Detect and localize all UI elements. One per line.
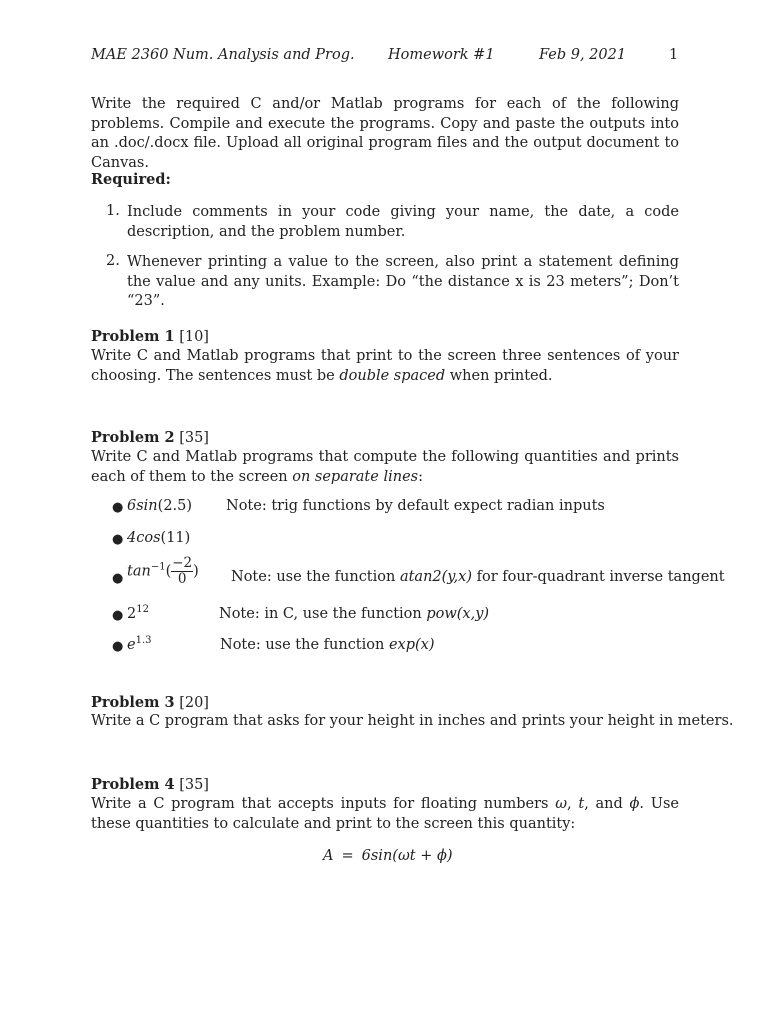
bullet-5-exponent: 1.3	[135, 635, 152, 646]
bullet-5-note-func: exp(x)	[388, 637, 435, 653]
header-page-number: 1	[669, 47, 679, 63]
problem-3-text: Write a C program that asks for your height in inches and prints your height in meters.	[91, 713, 734, 729]
bullet-3-sup: −1	[150, 561, 166, 573]
problem-4-equation	[323, 848, 453, 864]
problem-3-heading	[91, 694, 209, 711]
equation-func: 6sin	[361, 848, 393, 864]
bullet-3-lparen: (	[165, 563, 172, 580]
bullet-3-func: tan	[127, 563, 151, 580]
problem-1-text-b: when printed.	[445, 367, 553, 384]
problem-3-points: [20]	[179, 695, 209, 711]
problem-1-text-emphasis: double spaced	[339, 367, 446, 384]
bullet-1-arg: (2.5)	[157, 498, 193, 514]
bullet-1-note: Note: trig functions by default expect radian inputs	[226, 498, 605, 514]
bullet-3-numerator: −2	[172, 555, 193, 571]
equation-equals: =	[341, 848, 354, 864]
problem-2-text-b: :	[418, 468, 423, 485]
problem-2-heading	[91, 429, 209, 446]
bullet-4-note	[219, 606, 489, 622]
problem-2-points: [35]	[179, 430, 209, 446]
bullet-1-expression	[127, 498, 192, 514]
bullet-5-base: e	[127, 637, 136, 653]
equation-arg: (ωt + ϕ)	[392, 848, 453, 864]
bullet-3-note-func: atan2(y,x)	[399, 569, 472, 585]
problem-1-text	[91, 347, 679, 386]
problem-3-title: Problem 3	[91, 694, 175, 711]
bullet-5-expression	[127, 637, 152, 653]
problem-2-title: Problem 2	[91, 429, 175, 446]
problem-4-title: Problem 4	[91, 776, 175, 793]
problem-4-text-a: Write a C program that accepts inputs for floating numbers	[91, 796, 556, 812]
header-date: Feb 9, 2021	[539, 47, 627, 63]
bullet-3-note-b: for four-quadrant inverse tangent	[472, 569, 725, 585]
problem-1-heading	[91, 328, 209, 345]
problem-1-text-a: Write C and Matlab programs that print to the screen three sentences of your choosing. The sentences must be	[91, 348, 679, 384]
bullet-5-note-a: Note: use the function	[220, 637, 389, 653]
required-item-1-text: Include comments in your code giving your name, the date, a code description, and the problem number.	[127, 204, 679, 240]
bullet-4-expression	[127, 606, 149, 622]
problem-4-sep-2: , and	[584, 796, 630, 812]
required-item-2-text: Whenever printing a value to the screen, also print a statement defining the value and any units. Example: Do “the distance x is 23 meters”; Don’t “23”.	[127, 254, 679, 309]
bullet-4-exponent: 12	[136, 604, 149, 615]
problem-4-var-omega: ω	[555, 796, 568, 812]
bullet-3-rparen: )	[193, 563, 199, 580]
bullet-3-note	[231, 569, 725, 585]
intro-paragraph: Write the required C and/or Matlab programs for each of the following problems. Compile and execute the programs. Copy and paste the outputs into an .doc/.docx file. Upload all original program files and the output document to Canvas.	[91, 96, 679, 171]
bullet-dot: ●	[112, 500, 124, 515]
problem-2-text-emphasis: on separate lines	[292, 468, 419, 485]
problem-2-text	[91, 448, 679, 487]
equation-lhs: A	[323, 848, 334, 864]
problem-2-text-a: Write C and Matlab programs that compute the following quantities and prints each of them to the screen	[91, 449, 679, 485]
bullet-2-func: 4cos	[127, 530, 161, 546]
bullet-5-note	[220, 637, 435, 653]
bullet-dot: ●	[112, 639, 124, 654]
bullet-dot: ●	[112, 571, 124, 586]
required-item-2-number: 2.	[106, 253, 120, 269]
bullet-2-arg: (11)	[160, 530, 191, 546]
problem-4-points: [35]	[179, 777, 209, 793]
bullet-4-note-func: pow(x,y)	[426, 606, 490, 622]
problem-4-text	[91, 795, 679, 834]
header-homework: Homework #1	[388, 47, 495, 63]
problem-4-sep-1: ,	[567, 796, 579, 812]
header-course: MAE 2360 Num. Analysis and Prog.	[91, 47, 355, 63]
problem-1-title: Problem 1	[91, 328, 175, 345]
bullet-1-func: 6sin	[127, 498, 158, 514]
bullet-2-expression	[127, 530, 190, 546]
bullet-4-note-a: Note: in C, use the function	[219, 606, 427, 622]
bullet-dot: ●	[112, 532, 124, 547]
problem-1-points: [10]	[179, 329, 209, 345]
bullet-3-fraction	[171, 556, 193, 587]
bullet-3-expression	[127, 556, 199, 587]
bullet-dot: ●	[112, 608, 124, 623]
required-item-1-number: 1.	[106, 203, 120, 219]
required-heading: Required:	[91, 171, 171, 188]
problem-4-var-phi: ϕ	[629, 796, 640, 812]
problem-4-var-t: t	[578, 796, 585, 812]
bullet-3-denominator: 0	[177, 571, 187, 587]
bullet-4-base: 2	[127, 606, 137, 622]
problem-4-text-b: . Use these quantities to calculate and print to the screen this quantity:	[91, 796, 680, 832]
bullet-3-note-a: Note: use the function	[231, 569, 400, 585]
problem-4-heading	[91, 776, 209, 793]
